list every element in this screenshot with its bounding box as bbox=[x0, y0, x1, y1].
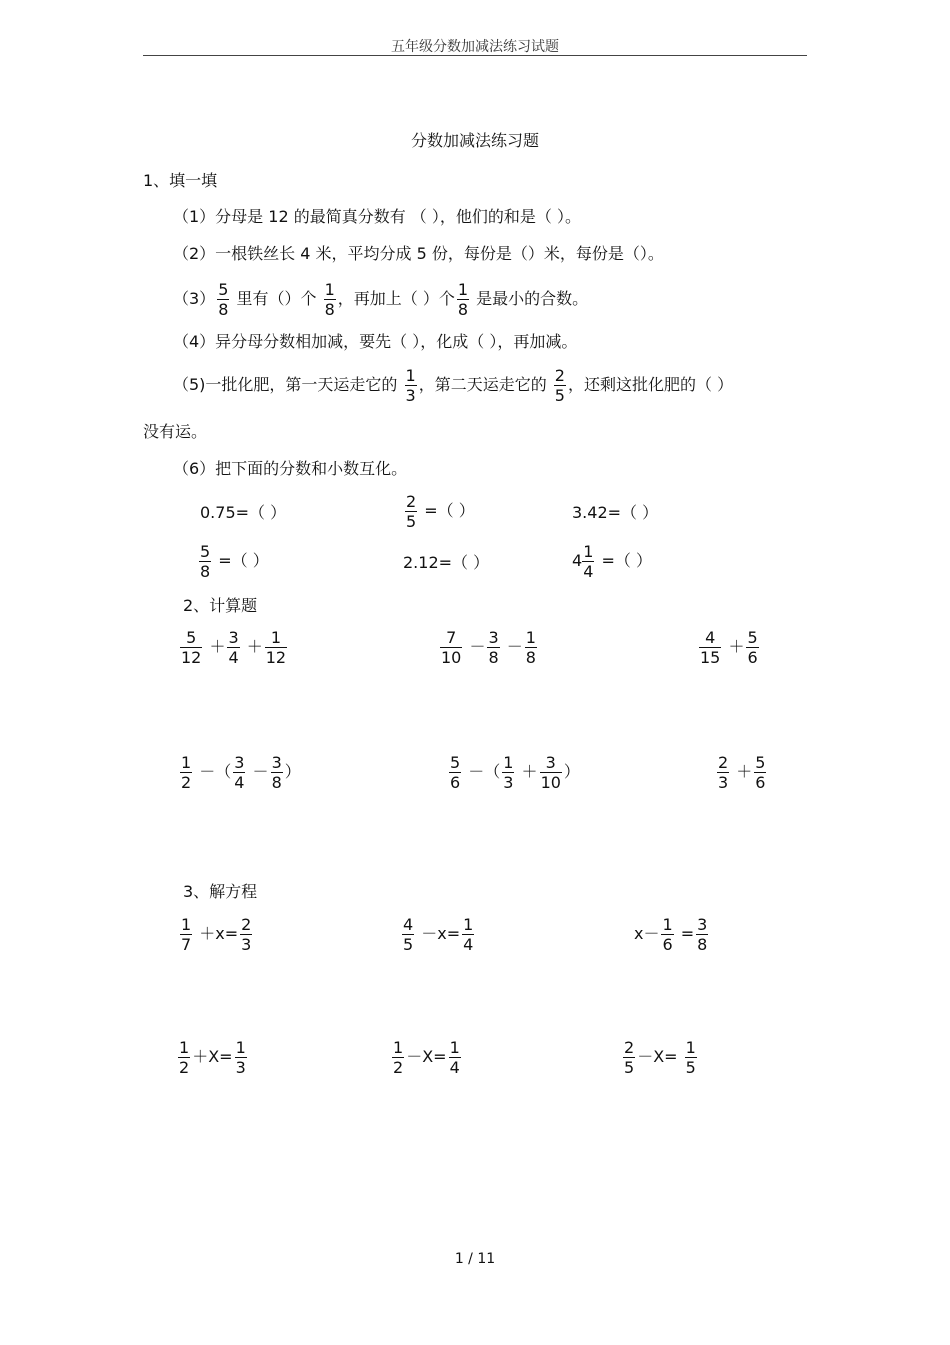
fraction bbox=[540, 753, 562, 792]
q6-item-b: $\frac{2}{5}$ =（ ） bbox=[406, 492, 475, 531]
numerator: 1 bbox=[235, 1038, 246, 1057]
numerator: 4 bbox=[705, 628, 716, 647]
numerator: 4 bbox=[403, 915, 414, 934]
denominator: 8 bbox=[200, 562, 211, 581]
denominator: 10 bbox=[441, 648, 462, 667]
fraction bbox=[271, 753, 283, 792]
numerator: 1 bbox=[449, 1038, 460, 1057]
denominator: 8 bbox=[488, 648, 499, 667]
denominator: 8 bbox=[457, 300, 469, 319]
calc-problem-5: $\frac{5}{6}$ －（ $\frac{1}{3}$ ＋ $\frac{3}{10}$ ） bbox=[450, 753, 580, 792]
q6-item-f: 4 $\frac{1}{4}$ =（ ） bbox=[572, 542, 652, 581]
calc-problem-1: $\frac{5}{12}$ ＋ $\frac{3}{4}$ ＋ $\frac{1}{12}$ bbox=[181, 628, 287, 667]
numerator: 2 bbox=[554, 366, 565, 385]
numerator: 1 bbox=[525, 628, 536, 647]
q3-label: （3） bbox=[173, 289, 216, 308]
equation-3: x－ $\frac{1}{6}$ = $\frac{3}{8}$ bbox=[634, 915, 708, 954]
numerator: 5 bbox=[747, 628, 758, 647]
numerator: 5 bbox=[200, 542, 211, 561]
numerator: 5 bbox=[450, 753, 461, 772]
fraction bbox=[754, 753, 766, 792]
denominator: 5 bbox=[406, 512, 417, 531]
denominator: 6 bbox=[662, 935, 673, 954]
numerator: 2 bbox=[406, 492, 417, 511]
denominator: 12 bbox=[265, 648, 287, 667]
question-1: （1）分母是 12 的最简真分数有 （ ），他们的和是（ ）。 bbox=[173, 207, 581, 226]
denominator: 5 bbox=[554, 386, 565, 405]
fraction bbox=[696, 915, 708, 954]
fraction bbox=[502, 753, 514, 792]
fraction bbox=[178, 1038, 190, 1077]
equation-6: $\frac{2}{5}$ －X= $\frac{1}{5}$ bbox=[624, 1038, 696, 1077]
question-5: （5)一批化肥，第一天运走它的 $\frac{1}{3}$ ，第二天运走它的 $\frac{2}{5}$ ，还剩这批化肥的（ ） bbox=[173, 366, 734, 405]
q6-item-e: 2.12=（ ） bbox=[403, 553, 490, 572]
denominator: 3 bbox=[235, 1058, 246, 1077]
fraction bbox=[235, 1038, 247, 1077]
fraction bbox=[405, 492, 417, 531]
denominator: 3 bbox=[718, 773, 729, 792]
fraction bbox=[661, 915, 673, 954]
fraction bbox=[392, 1038, 404, 1077]
numerator: 3 bbox=[228, 628, 239, 647]
fraction bbox=[233, 753, 245, 792]
numerator: 1 bbox=[463, 915, 474, 934]
denominator: 4 bbox=[228, 648, 239, 667]
denominator: 4 bbox=[463, 935, 474, 954]
numerator: 2 bbox=[718, 753, 729, 772]
fraction bbox=[717, 753, 729, 792]
denominator: 15 bbox=[700, 648, 721, 667]
fraction bbox=[685, 1038, 697, 1077]
calc-problem-6: $\frac{2}{3}$ ＋ $\frac{5}{6}$ bbox=[718, 753, 766, 792]
equation-5: $\frac{1}{2}$ －X= $\frac{1}{4}$ bbox=[393, 1038, 460, 1077]
numerator: 1 bbox=[583, 542, 594, 561]
denominator: 3 bbox=[503, 773, 514, 792]
denominator: 6 bbox=[450, 773, 461, 792]
fraction bbox=[449, 753, 461, 792]
question-3: （3） $\frac{5}{8}$ 里有（）个 $\frac{1}{8}$ ，再加上（ ）个 $\frac{1}{8}$ 是最小的合数。 bbox=[173, 280, 589, 319]
denominator: 8 bbox=[324, 300, 335, 319]
fraction bbox=[440, 628, 462, 667]
numerator: 1 bbox=[179, 1038, 190, 1057]
section1-heading: 1、填一填 bbox=[143, 171, 218, 190]
denominator: 4 bbox=[234, 773, 245, 792]
fraction bbox=[265, 628, 287, 667]
numerator: 1 bbox=[685, 1038, 696, 1057]
denominator: 5 bbox=[624, 1058, 635, 1077]
page-header: 五年级分数加减法练习试题 bbox=[391, 39, 559, 55]
section2-heading: 2、计算题 bbox=[183, 596, 258, 615]
numerator: 3 bbox=[271, 753, 282, 772]
fraction bbox=[462, 915, 474, 954]
fraction bbox=[199, 542, 211, 581]
numerator: 7 bbox=[446, 628, 457, 647]
header-divider bbox=[143, 55, 807, 56]
numerator: 3 bbox=[234, 753, 245, 772]
calc-problem-4: $\frac{1}{2}$ －（ $\frac{3}{4}$ － $\frac{3}{8}$ ） bbox=[181, 753, 301, 792]
fraction bbox=[582, 542, 594, 581]
numerator: 5 bbox=[186, 628, 197, 647]
calc-problem-2: $\frac{7}{10}$ － $\frac{3}{8}$ － $\frac{1}{8}$ bbox=[441, 628, 536, 667]
q6-item-d: $\frac{5}{8}$ =（ ） bbox=[200, 542, 269, 581]
numerator: 3 bbox=[488, 628, 499, 647]
denominator: 8 bbox=[271, 773, 282, 792]
denominator: 6 bbox=[747, 648, 758, 667]
numerator: 1 bbox=[405, 366, 416, 385]
denominator: 3 bbox=[405, 386, 416, 405]
denominator: 4 bbox=[583, 562, 594, 581]
fraction bbox=[240, 915, 252, 954]
numerator: 1 bbox=[457, 280, 469, 299]
fraction bbox=[623, 1038, 635, 1077]
calc-problem-3: $\frac{4}{15}$ ＋ $\frac{5}{6}$ bbox=[700, 628, 758, 667]
denominator: 2 bbox=[181, 773, 192, 792]
fraction bbox=[405, 366, 417, 405]
denominator: 5 bbox=[685, 1058, 696, 1077]
fraction bbox=[324, 280, 336, 319]
numerator: 5 bbox=[218, 280, 229, 299]
question-4: （4）异分母分数相加减，要先（ ），化成（ ），再加减。 bbox=[173, 332, 578, 351]
fraction bbox=[746, 628, 758, 667]
document-title: 分数加减法练习题 bbox=[410, 131, 539, 150]
numerator: 1 bbox=[503, 753, 514, 772]
denominator: 12 bbox=[181, 648, 202, 667]
q6-item-a: 0.75=（ ） bbox=[200, 503, 287, 522]
fraction bbox=[180, 915, 192, 954]
fraction bbox=[699, 628, 721, 667]
numerator: 1 bbox=[270, 628, 281, 647]
numerator: 5 bbox=[755, 753, 766, 772]
equation-4: $\frac{1}{2}$ ＋X= $\frac{1}{3}$ bbox=[179, 1038, 246, 1077]
numerator: 2 bbox=[241, 915, 252, 934]
fraction bbox=[402, 915, 414, 954]
denominator: 2 bbox=[179, 1058, 190, 1077]
numerator: 1 bbox=[662, 915, 673, 934]
q6-item-c: 3.42=（ ） bbox=[572, 503, 659, 522]
denominator: 4 bbox=[449, 1058, 460, 1077]
denominator: 3 bbox=[241, 935, 252, 954]
fraction bbox=[525, 628, 537, 667]
numerator: 1 bbox=[324, 280, 335, 299]
numerator: 3 bbox=[545, 753, 556, 772]
fraction bbox=[227, 628, 239, 667]
denominator: 5 bbox=[403, 935, 414, 954]
denominator: 7 bbox=[181, 935, 192, 954]
numerator: 1 bbox=[181, 753, 192, 772]
question-2: （2）一根铁丝长 4 米，平均分成 5 份，每份是（）米，每份是（）。 bbox=[173, 244, 664, 263]
denominator: 8 bbox=[218, 300, 229, 319]
numerator: 1 bbox=[393, 1038, 404, 1057]
numerator: 3 bbox=[697, 915, 708, 934]
page-number: 1 / 11 bbox=[454, 1251, 496, 1267]
denominator: 2 bbox=[393, 1058, 404, 1077]
denominator: 8 bbox=[525, 648, 536, 667]
fraction bbox=[457, 280, 469, 319]
fraction bbox=[180, 753, 192, 792]
question-6: （6）把下面的分数和小数互化。 bbox=[173, 459, 408, 478]
numerator: 2 bbox=[624, 1038, 635, 1057]
denominator: 10 bbox=[540, 773, 561, 792]
fraction bbox=[217, 280, 229, 319]
section3-heading: 3、解方程 bbox=[183, 882, 258, 901]
denominator: 8 bbox=[697, 935, 708, 954]
denominator: 6 bbox=[755, 773, 766, 792]
numerator: 1 bbox=[181, 915, 192, 934]
equation-1: $\frac{1}{7}$ ＋x= $\frac{2}{3}$ bbox=[181, 915, 252, 954]
fraction bbox=[554, 366, 566, 405]
fraction bbox=[487, 628, 499, 667]
equation-2: $\frac{4}{5}$ －x= $\frac{1}{4}$ bbox=[403, 915, 474, 954]
question-5-continued: 没有运。 bbox=[143, 422, 208, 441]
fraction bbox=[180, 628, 202, 667]
fraction bbox=[449, 1038, 461, 1077]
